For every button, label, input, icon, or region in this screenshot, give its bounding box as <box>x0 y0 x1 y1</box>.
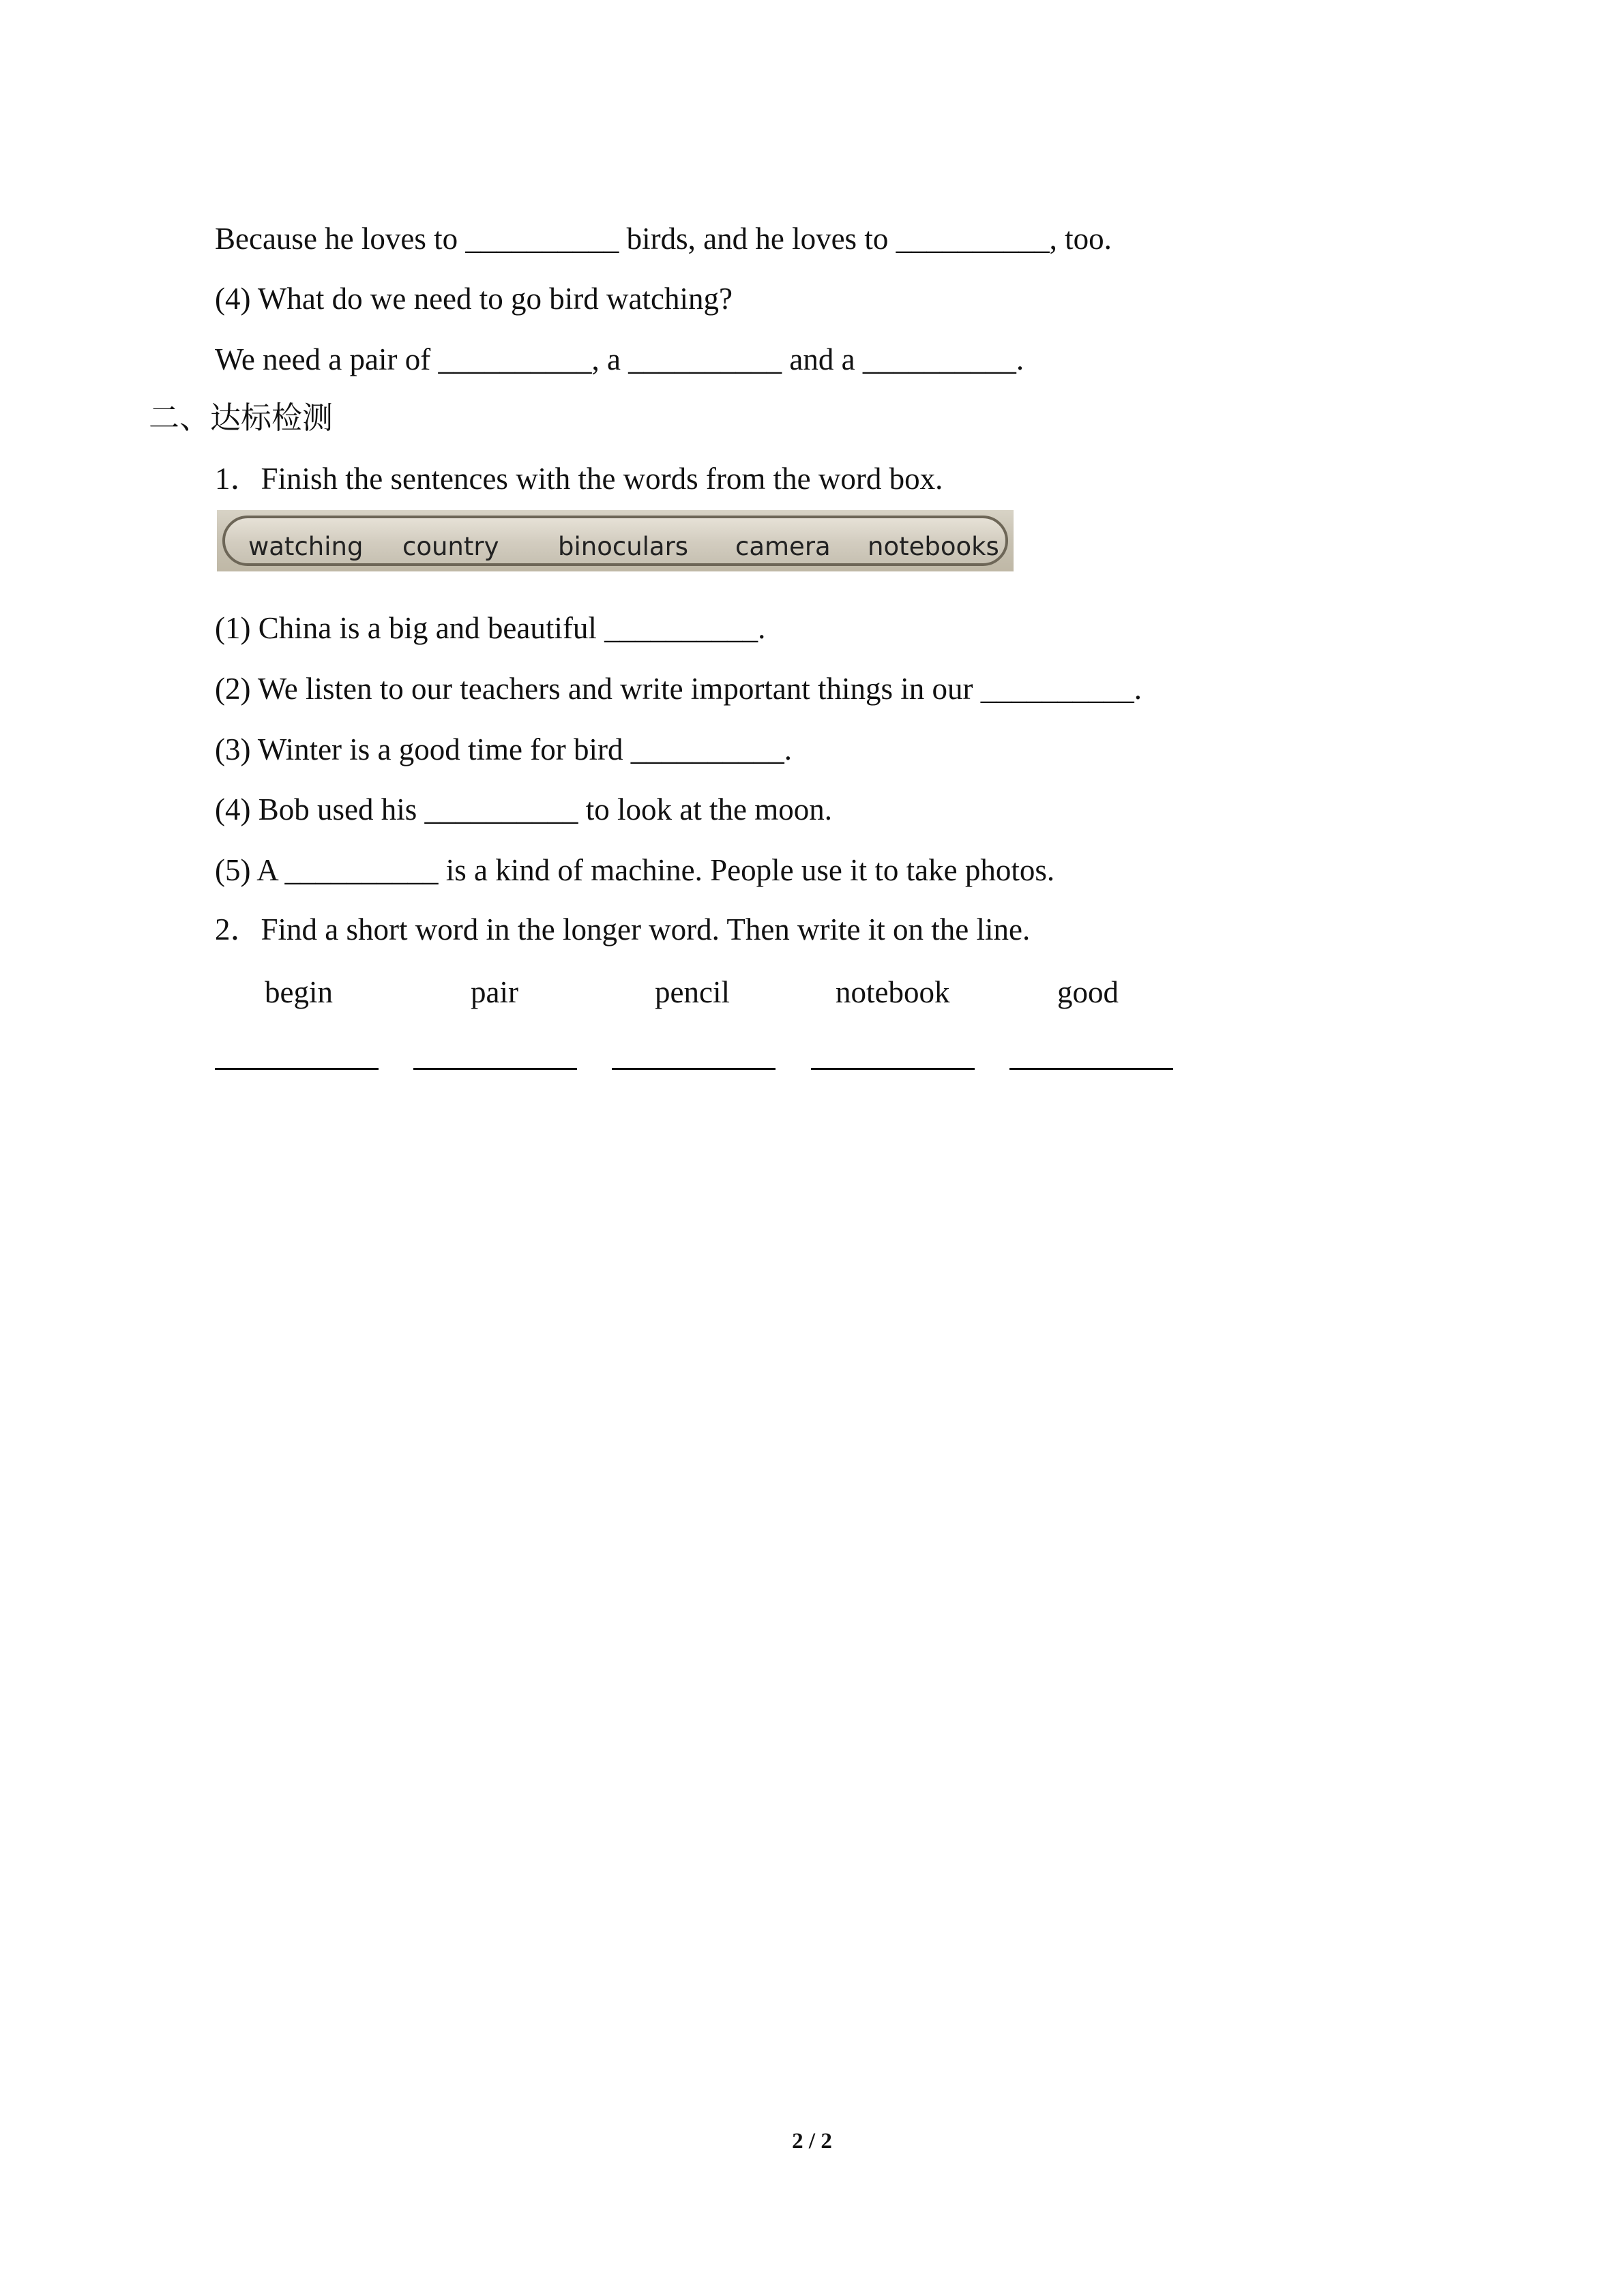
reading-answer-3: Because he loves to __________ birds, and he loves to __________, too. <box>215 222 1112 256</box>
word-box-item: watching <box>248 532 364 561</box>
answer-blank <box>413 1068 577 1070</box>
task1-sentence: (4) Bob used his __________ to look at the moon. <box>215 792 832 826</box>
section-heading: 二、达标检测 <box>149 400 334 436</box>
task1-sentence: (1) China is a big and beautiful __________. <box>215 611 766 645</box>
task1-sentence: (5) A __________ is a kind of machine. People use it to take photos. <box>215 853 1055 887</box>
word-box-item: binoculars <box>558 532 689 561</box>
task1-instruction: 1．Finish the sentences with the words from the word box. <box>215 462 943 496</box>
task2-word: pair <box>471 975 518 1009</box>
task1-sentence: (3) Winter is a good time for bird __________. <box>215 732 792 766</box>
answer-blank <box>1009 1068 1173 1070</box>
answer-blank <box>612 1068 776 1070</box>
answer-blank <box>215 1068 379 1070</box>
page-number: 2 / 2 <box>792 2129 832 2153</box>
task2-word: begin <box>265 975 333 1009</box>
word-box-item: notebooks <box>868 532 999 561</box>
task2-word: pencil <box>655 975 730 1009</box>
word-box-item: camera <box>735 532 831 561</box>
task2-word: good <box>1057 975 1119 1009</box>
word-box-frame <box>222 516 1008 566</box>
task2-word: notebook <box>836 975 950 1009</box>
reading-answer-4: We need a pair of __________, a __________ and a __________. <box>215 342 1024 376</box>
task2-instruction: 2．Find a short word in the longer word. Then write it on the line. <box>215 912 1031 946</box>
word-box <box>217 510 1014 571</box>
answer-blank <box>811 1068 975 1070</box>
task1-sentence: (2) We listen to our teachers and write important things in our __________. <box>215 672 1142 706</box>
reading-question-4: (4) What do we need to go bird watching? <box>215 282 733 316</box>
word-box-item: country <box>402 532 499 561</box>
